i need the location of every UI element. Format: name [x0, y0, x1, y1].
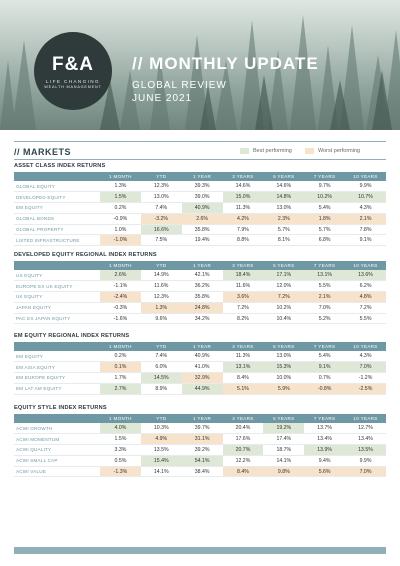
page-title: // MONTHLY UPDATE: [132, 54, 319, 73]
column-header: 5 YEARS: [273, 416, 295, 421]
value-cell: 32.9%: [182, 373, 223, 384]
legend-worst: [305, 148, 360, 154]
value-cell: 3.3%: [100, 445, 141, 456]
table-row: [14, 383, 386, 394]
column-header: 5 YEARS: [273, 344, 295, 349]
column-header: 3 YEARS: [232, 263, 254, 268]
row-label: LISTED INFRASTRUCTURE: [14, 235, 100, 246]
value-cell: 9.1%: [304, 362, 345, 373]
column-header: 1 YEAR: [193, 174, 212, 179]
value-cell: 5.9%: [263, 383, 304, 394]
value-cell: 40.9%: [182, 351, 223, 362]
row-label: EM EQUITY: [14, 203, 100, 214]
value-cell: 6.8%: [304, 235, 345, 246]
row-label: DEVELOPED EQUITY: [14, 192, 100, 203]
row-label: ACWI GROWTH: [14, 423, 100, 434]
header-banner: [0, 0, 400, 130]
value-cell: 13.0%: [263, 203, 304, 214]
value-cell: 11.6%: [141, 281, 182, 292]
legend-worst-label: Worst performing: [318, 148, 361, 154]
value-cell: 10.3%: [141, 423, 182, 434]
value-cell: 2.3%: [263, 213, 304, 224]
row-label: EM LAT AM EQUITY: [14, 383, 100, 394]
value-cell: 1.5%: [100, 192, 141, 203]
column-header: YTD: [156, 416, 167, 421]
value-cell: 18.7%: [263, 445, 304, 456]
value-cell: 7.2%: [263, 292, 304, 303]
value-cell: 14.5%: [141, 373, 182, 384]
value-cell: 31.1%: [182, 434, 223, 445]
value-cell: 9.1%: [345, 235, 386, 246]
value-cell: 54.1%: [182, 455, 223, 466]
row-label: EUROPE EX UK EQUITY: [14, 281, 100, 292]
table-row: [14, 281, 386, 292]
value-cell: 7.0%: [304, 302, 345, 313]
returns-table-section: [14, 163, 386, 246]
value-cell: 39.2%: [182, 445, 223, 456]
value-cell: 13.5%: [141, 445, 182, 456]
column-header: 7 YEARS: [313, 416, 336, 421]
value-cell: 7.4%: [141, 203, 182, 214]
value-cell: 41.0%: [182, 362, 223, 373]
value-cell: 12.7%: [345, 423, 386, 434]
value-cell: 0.2%: [100, 203, 141, 214]
column-header: YTD: [156, 263, 167, 268]
value-cell: 34.2%: [182, 313, 223, 324]
header-cell-blank: [14, 414, 100, 423]
column-header: 10 YEARS: [353, 344, 378, 349]
column-header: 1 YEAR: [193, 344, 212, 349]
value-cell: 16.6%: [141, 224, 182, 235]
table-row: [14, 466, 386, 477]
value-cell: 36.2%: [182, 281, 223, 292]
table-row: [14, 351, 386, 362]
row-label: US EQUITY: [14, 270, 100, 281]
value-cell: 8.4%: [223, 373, 264, 384]
row-label: ACWI SMALL CAP: [14, 455, 100, 466]
table-header-row: [14, 414, 386, 423]
table-row: [14, 434, 386, 445]
value-cell: 13.6%: [345, 270, 386, 281]
value-cell: 13.1%: [223, 362, 264, 373]
table-row: [14, 270, 386, 281]
value-cell: 8.8%: [223, 235, 264, 246]
value-cell: 15.0%: [223, 192, 264, 203]
row-label: GLOBAL EQUITY: [14, 181, 100, 192]
returns-table-section: [14, 333, 386, 395]
value-cell: 6.0%: [141, 362, 182, 373]
column-header: YTD: [156, 344, 167, 349]
value-cell: 0.2%: [100, 351, 141, 362]
table-row: [14, 313, 386, 324]
row-label: EM ASIA EQUITY: [14, 362, 100, 373]
column-header: 3 YEARS: [232, 344, 254, 349]
value-cell: 18.4%: [223, 270, 264, 281]
legend-best: [240, 148, 292, 154]
value-cell: 7.2%: [223, 302, 264, 313]
value-cell: 14.8%: [263, 192, 304, 203]
value-cell: 19.2%: [263, 423, 304, 434]
returns-table-section: [14, 405, 386, 477]
value-cell: 42.1%: [182, 270, 223, 281]
table-title: DEVELOPED EQUITY REGIONAL INDEX RETURNS: [14, 252, 157, 258]
table-header-row: [14, 261, 386, 270]
value-cell: 1.5%: [100, 434, 141, 445]
table-title: ASSET CLASS INDEX RETURNS: [14, 163, 106, 169]
table-row: [14, 235, 386, 246]
value-cell: -1.6%: [100, 313, 141, 324]
value-cell: 0.1%: [100, 362, 141, 373]
row-label: PAC EX JAPAN EQUITY: [14, 313, 100, 324]
row-label: ACWI QUALITY: [14, 445, 100, 456]
value-cell: 7.0%: [345, 362, 386, 373]
column-header: 1 MONTH: [109, 416, 132, 421]
column-header: 1 MONTH: [109, 174, 132, 179]
value-cell: -3.2%: [141, 213, 182, 224]
value-cell: 10.2%: [304, 192, 345, 203]
value-cell: -0.3%: [100, 302, 141, 313]
value-cell: 10.2%: [263, 302, 304, 313]
value-cell: 11.6%: [223, 281, 264, 292]
value-cell: -1.3%: [100, 466, 141, 477]
header-cell-blank: [14, 261, 100, 270]
table-row: [14, 203, 386, 214]
value-cell: 8.2%: [223, 313, 264, 324]
value-cell: 12.3%: [141, 292, 182, 303]
column-header: 5 YEARS: [273, 263, 295, 268]
value-cell: 8.9%: [141, 383, 182, 394]
table-row: [14, 292, 386, 303]
value-cell: 7.5%: [141, 235, 182, 246]
logo-tagline: LIFE CHANGING: [46, 78, 100, 84]
value-cell: 5.5%: [345, 313, 386, 324]
value-cell: 17.4%: [263, 434, 304, 445]
returns-table: [14, 342, 386, 395]
value-cell: 4.3%: [345, 351, 386, 362]
header-cell-blank: [14, 172, 100, 181]
row-label: JAPAN EQUITY: [14, 302, 100, 313]
value-cell: 9.8%: [263, 466, 304, 477]
value-cell: 10.4%: [263, 313, 304, 324]
value-cell: -0.8%: [304, 383, 345, 394]
value-cell: 15.4%: [141, 455, 182, 466]
table-header-row: [14, 342, 386, 351]
company-logo: [34, 32, 112, 110]
value-cell: 7.9%: [223, 224, 264, 235]
value-cell: 1.8%: [304, 213, 345, 224]
column-header: 5 YEARS: [273, 174, 295, 179]
value-cell: 39.7%: [182, 423, 223, 434]
value-cell: 7.0%: [345, 466, 386, 477]
value-cell: 5.1%: [223, 383, 264, 394]
value-cell: 7.4%: [141, 351, 182, 362]
row-label: GLOBAL PROPERTY: [14, 224, 100, 235]
value-cell: 2.1%: [304, 292, 345, 303]
header-cell-blank: [14, 342, 100, 351]
value-cell: 1.0%: [100, 224, 141, 235]
table-row: [14, 423, 386, 434]
value-cell: 9.4%: [304, 455, 345, 466]
logo-tagline-2: WEALTH MANAGEMENT: [44, 84, 102, 89]
value-cell: 3.6%: [223, 292, 264, 303]
value-cell: 35.8%: [182, 292, 223, 303]
value-cell: 4.8%: [345, 292, 386, 303]
value-cell: 20.7%: [223, 445, 264, 456]
value-cell: -2.4%: [100, 292, 141, 303]
page-date: JUNE 2021: [132, 93, 193, 104]
value-cell: 14.9%: [141, 270, 182, 281]
logo-mark: F&A: [51, 53, 95, 75]
value-cell: 9.6%: [141, 313, 182, 324]
value-cell: 6.2%: [345, 281, 386, 292]
value-cell: 5.7%: [304, 224, 345, 235]
column-header: 10 YEARS: [353, 263, 378, 268]
value-cell: 24.8%: [182, 302, 223, 313]
value-cell: 1.7%: [100, 373, 141, 384]
value-cell: 10.7%: [345, 192, 386, 203]
markets-divider: [14, 159, 386, 160]
value-cell: 13.5%: [345, 445, 386, 456]
top-divider: [14, 141, 386, 142]
value-cell: 5.6%: [304, 466, 345, 477]
value-cell: 8.4%: [223, 466, 264, 477]
column-header: 7 YEARS: [313, 263, 336, 268]
value-cell: 0.5%: [100, 455, 141, 466]
value-cell: 2.7%: [100, 383, 141, 394]
column-header: 10 YEARS: [353, 174, 378, 179]
value-cell: 1.3%: [100, 181, 141, 192]
row-label: ACWI MOMENTUM: [14, 434, 100, 445]
table-row: [14, 192, 386, 203]
value-cell: 14.1%: [263, 455, 304, 466]
value-cell: -1.0%: [100, 235, 141, 246]
legend-best-swatch: [240, 148, 249, 154]
value-cell: 7.2%: [345, 302, 386, 313]
legend-worst-swatch: [305, 148, 314, 154]
column-header: 1 MONTH: [109, 344, 132, 349]
value-cell: 13.4%: [304, 434, 345, 445]
table-row: [14, 445, 386, 456]
value-cell: 12.3%: [141, 181, 182, 192]
value-cell: 13.4%: [345, 434, 386, 445]
value-cell: 13.9%: [304, 445, 345, 456]
value-cell: 4.9%: [141, 434, 182, 445]
value-cell: 12.2%: [223, 455, 264, 466]
value-cell: 9.7%: [304, 181, 345, 192]
value-cell: 7.8%: [345, 224, 386, 235]
value-cell: 5.5%: [304, 281, 345, 292]
table-title: EQUITY STYLE INDEX RETURNS: [14, 405, 107, 411]
value-cell: 9.9%: [345, 181, 386, 192]
value-cell: 2.1%: [345, 213, 386, 224]
value-cell: 35.8%: [182, 224, 223, 235]
column-header: 1 YEAR: [193, 263, 212, 268]
value-cell: -1.1%: [100, 281, 141, 292]
row-label: EM EQUITY: [14, 351, 100, 362]
value-cell: 4.0%: [100, 423, 141, 434]
column-header: 7 YEARS: [313, 344, 336, 349]
column-header: 7 YEARS: [313, 174, 336, 179]
returns-table: [14, 172, 386, 246]
value-cell: -0.9%: [100, 213, 141, 224]
legend-best-label: Best performing: [253, 148, 292, 154]
table-row: [14, 224, 386, 235]
column-header: 1 MONTH: [109, 263, 132, 268]
column-header: 10 YEARS: [353, 416, 378, 421]
table-row: [14, 213, 386, 224]
value-cell: 5.7%: [263, 224, 304, 235]
page-subtitle: GLOBAL REVIEW: [132, 80, 227, 91]
value-cell: 39.0%: [182, 192, 223, 203]
value-cell: 1.3%: [141, 302, 182, 313]
row-label: GLOBAL BONDS: [14, 213, 100, 224]
value-cell: 39.3%: [182, 181, 223, 192]
value-cell: 13.7%: [304, 423, 345, 434]
value-cell: 0.7%: [304, 373, 345, 384]
value-cell: 13.0%: [263, 351, 304, 362]
returns-table-section: [14, 252, 386, 324]
value-cell: 17.1%: [263, 270, 304, 281]
value-cell: 2.6%: [182, 213, 223, 224]
value-cell: 38.4%: [182, 466, 223, 477]
value-cell: 20.4%: [223, 423, 264, 434]
returns-table: [14, 261, 386, 324]
column-header: YTD: [156, 174, 167, 179]
value-cell: 13.0%: [141, 192, 182, 203]
value-cell: -2.5%: [345, 383, 386, 394]
value-cell: 4.3%: [345, 203, 386, 214]
value-cell: 8.1%: [263, 235, 304, 246]
footer-bar: [14, 547, 386, 554]
value-cell: 2.6%: [100, 270, 141, 281]
table-row: [14, 302, 386, 313]
value-cell: 10.0%: [263, 373, 304, 384]
value-cell: 15.3%: [263, 362, 304, 373]
column-header: 3 YEARS: [232, 174, 254, 179]
value-cell: 40.9%: [182, 203, 223, 214]
table-row: [14, 455, 386, 466]
value-cell: -1.2%: [345, 373, 386, 384]
value-cell: 4.2%: [223, 213, 264, 224]
row-label: EM EUROPE EQUITY: [14, 373, 100, 384]
table-row: [14, 181, 386, 192]
value-cell: 11.3%: [223, 351, 264, 362]
value-cell: 17.6%: [223, 434, 264, 445]
column-header: 1 YEAR: [193, 416, 212, 421]
value-cell: 44.9%: [182, 383, 223, 394]
value-cell: 5.4%: [304, 351, 345, 362]
row-label: UK EQUITY: [14, 292, 100, 303]
value-cell: 14.6%: [223, 181, 264, 192]
value-cell: 13.1%: [304, 270, 345, 281]
column-header: 3 YEARS: [232, 416, 254, 421]
value-cell: 5.2%: [304, 313, 345, 324]
table-row: [14, 362, 386, 373]
value-cell: 14.1%: [141, 466, 182, 477]
returns-table: [14, 414, 386, 477]
table-title: EM EQUITY REGIONAL INDEX RETURNS: [14, 333, 130, 339]
row-label: ACWI VALUE: [14, 466, 100, 477]
table-header-row: [14, 172, 386, 181]
value-cell: 19.4%: [182, 235, 223, 246]
value-cell: 5.4%: [304, 203, 345, 214]
value-cell: 9.9%: [345, 455, 386, 466]
value-cell: 14.6%: [263, 181, 304, 192]
value-cell: 12.0%: [263, 281, 304, 292]
table-row: [14, 373, 386, 384]
value-cell: 11.3%: [223, 203, 264, 214]
markets-heading: // MARKETS: [14, 147, 72, 157]
